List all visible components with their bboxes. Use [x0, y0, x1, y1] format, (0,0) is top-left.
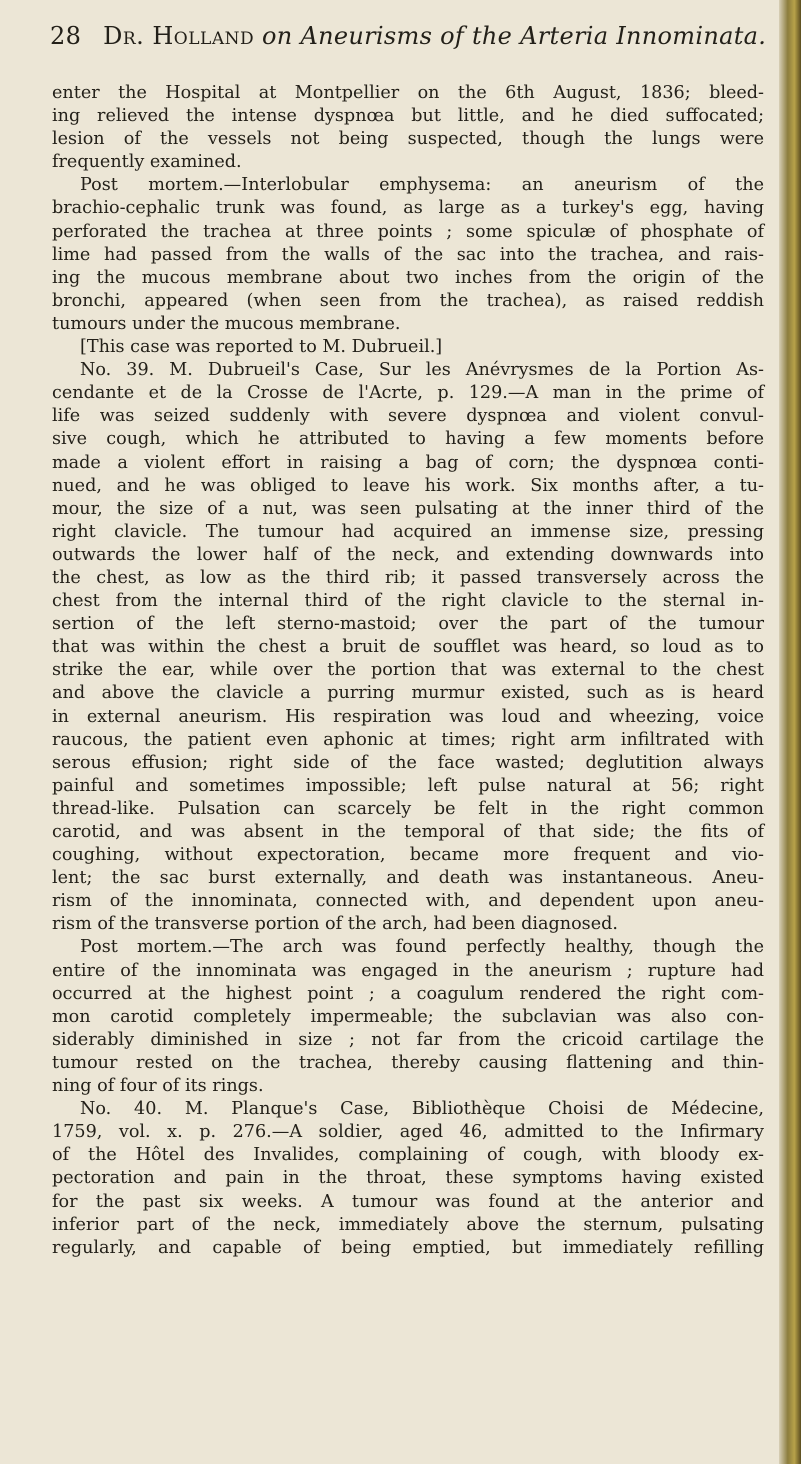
text-line: sive cough, which he attributed to having a few moments before [52, 429, 764, 450]
text-line: mour, the size of a nut, was seen pulsating at the inner third of the [52, 498, 764, 519]
header-author: Dr. Holland [103, 22, 255, 50]
text-line: carotid, and was absent in the temporal of that side; the fits of [52, 822, 764, 842]
text-line: sertion of the left sterno-mastoid; over the part of the tumour [52, 614, 764, 635]
text-line: strike the ear, while over the portion that was external to the chest [52, 660, 764, 681]
gilt-page-edge [779, 0, 801, 1464]
text-line: 1759, vol. x. p. 276.—A soldier, aged 46, admitted to the Infirmary [52, 1122, 764, 1143]
text-line: lime had passed from the walls of the sac into the trachea, and rais- [52, 244, 764, 265]
text-line: coughing, without expectoration, became more frequent and vio- [52, 845, 764, 866]
text-line: in external aneurism. His respiration was loud and wheezing, voice [52, 706, 764, 727]
text-line: raucous, the patient even aphonic at times; right arm infiltrated with [52, 729, 764, 750]
text-line: painful and sometimes impossible; left pulse natural at 56; right [52, 775, 764, 796]
text-line: chest from the internal third of the right clavicle to the sternal in- [52, 591, 764, 612]
text-line: perforated the trachea at three points ; some spiculæ of phosphate of [52, 221, 764, 242]
text-line: the chest, as low as the third rib; it passed transversely across the [52, 567, 764, 588]
text-line: siderably diminished in size ; not far from the cricoid cartilage the [52, 1029, 764, 1050]
text-line: Post mortem.—Interlobular emphysema: an aneurism of the [80, 175, 764, 196]
text-line: of the Hôtel des Invalides, complaining of cough, with bloody ex- [52, 1145, 764, 1166]
text-line: tumour rested on the trachea, thereby causing flattening and thin- [52, 1052, 764, 1073]
text-line: lent; the sac burst externally, and death was instantaneous. Aneu- [52, 868, 764, 889]
text-line: enter the Hospital at Montpellier on the 6th August, 1836; bleed- [52, 83, 764, 103]
text-line: ing the mucous membrane about two inches from the origin of the [52, 267, 764, 288]
text-line: frequently examined. [52, 152, 242, 173]
text-line: lesion of the vessels not being suspected, though the lungs were [52, 129, 764, 150]
text-line: right clavicle. The tumour had acquired an immense size, pressing [52, 521, 764, 542]
text-line: pectoration and pain in the throat, these symptoms having existed [52, 1168, 764, 1189]
text-line: bronchi, appeared (when seen from the trachea), as raised reddish [52, 290, 764, 311]
text-line: No. 40. M. Planque's Case, Bibliothèque Choisi de Médecine, [80, 1099, 764, 1120]
text-line: that was within the chest a bruit de soufflet was heard, so loud as to [52, 637, 764, 658]
text-line: No. 39. M. Dubrueil's Case, Sur les Anévrysmes de la Portion As- [80, 360, 764, 381]
text-line: regularly, and capable of being emptied, but immediately refilling [52, 1237, 764, 1258]
text-line: ing relieved the intense dyspnœa but little, and he died suffocated; [52, 106, 764, 127]
page-number: 28 [50, 22, 82, 50]
text-line: cendante et de la Crosse de l'Acrte, p. 129.—A man in the prime of [52, 383, 764, 404]
text-line: entire of the innominata was engaged in the aneurism ; rupture had [52, 960, 764, 981]
text-line: life was seized suddenly with severe dyspnœa and violent convul- [52, 406, 764, 427]
text-line: and above the clavicle a purring murmur existed, such as is heard [52, 683, 764, 704]
text-line: occurred at the highest point ; a coagulum rendered the right com- [52, 983, 764, 1004]
text-line: outwards the lower half of the neck, and extending downwards into [52, 544, 764, 565]
header-title: Aneurisms of the Arteria Innominata. [300, 22, 767, 50]
text-line: tumours under the mucous membrane. [52, 313, 401, 334]
text-line: brachio-cephalic trunk was found, as large as a turkey's egg, having [52, 198, 764, 219]
text-line: mon carotid completely impermeable; the subclavian was also con- [52, 1006, 764, 1027]
text-line: [This case was reported to M. Dubrueil.] [80, 337, 443, 358]
text-line: nued, and he was obliged to leave his work. Six months after, a tu- [52, 475, 764, 496]
running-header [50, 22, 770, 50]
header-on: on [262, 22, 293, 50]
text-line: made a violent effort in raising a bag of corn; the dyspnœa conti- [52, 452, 764, 473]
text-line: rism of the transverse portion of the arch, had been diagnosed. [52, 914, 618, 935]
text-line: serous effusion; right side of the face wasted; deglutition always [52, 752, 764, 773]
text-line: rism of the innominata, connected with, and dependent upon aneu- [52, 891, 764, 912]
text-line: Post mortem.—The arch was found perfectly healthy, though the [80, 937, 764, 958]
text-line: for the past six weeks. A tumour was found at the anterior and [52, 1191, 764, 1212]
text-line: inferior part of the neck, immediately above the sternum, pulsating [52, 1214, 764, 1235]
text-line: ning of four of its rings. [52, 1076, 264, 1097]
body-text [52, 82, 764, 1260]
text-line: thread-like. Pulsation can scarcely be felt in the right common [52, 798, 764, 819]
